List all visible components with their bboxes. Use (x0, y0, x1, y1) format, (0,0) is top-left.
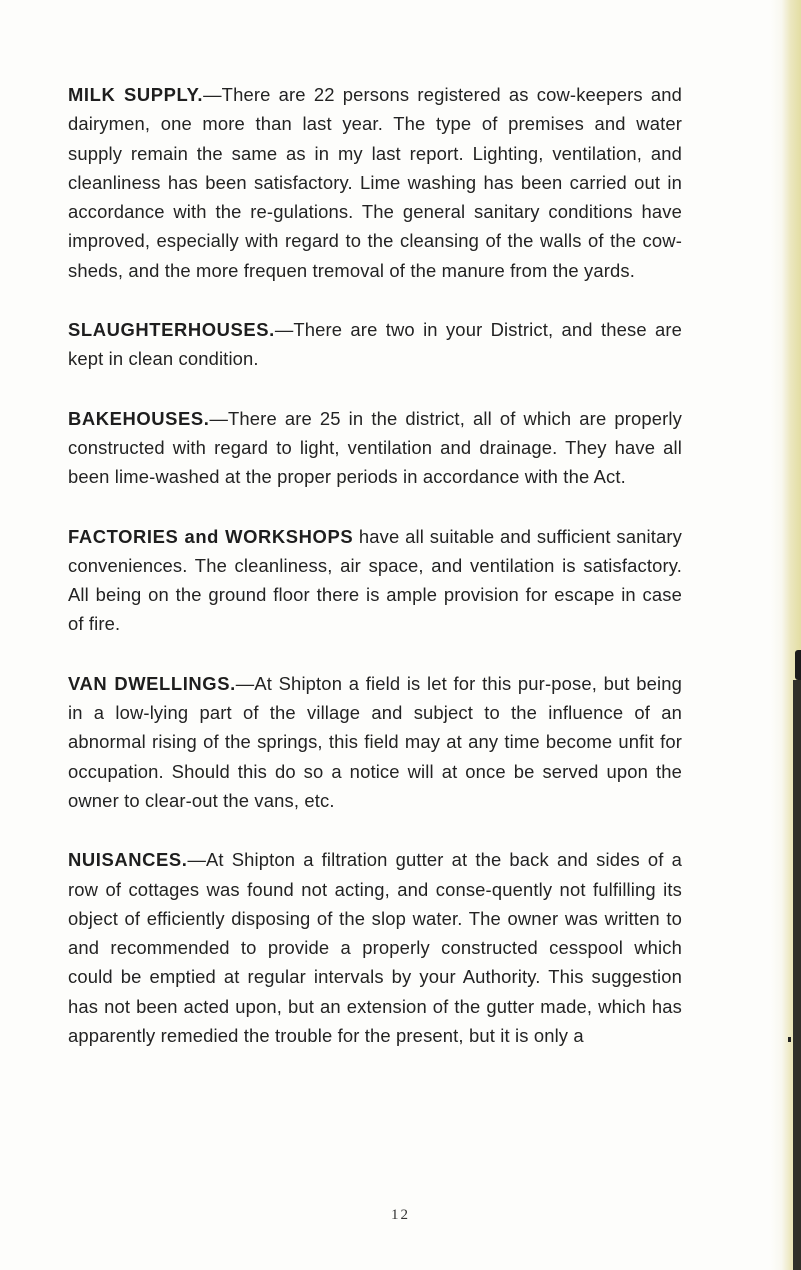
slaughterhouses-paragraph (68, 315, 682, 374)
page-edge-shadow (795, 650, 801, 680)
slaughterhouses-heading: SLAUGHTERHOUSES. (68, 319, 275, 341)
van-dwellings-paragraph (68, 669, 682, 815)
nuisances-paragraph (68, 845, 682, 1050)
bakehouses-heading: BAKEHOUSES. (68, 407, 210, 429)
van-dwellings-heading: VAN DWELLINGS. (68, 672, 236, 694)
bakehouses-paragraph (68, 404, 682, 492)
page-number: 12 (391, 1207, 410, 1223)
bakehouses-text: —There are 25 in the district, all of which are properly constructed with regard to light, ventilation and drainage. They have all been lime-washed at the proper periods in accordance with the Act. (68, 407, 682, 488)
van-dwellings-text: —At Shipton a field is let for this pur-pose, but being in a low-lying part of the village and subject to the influence of an abnormal rising of the springs, this field may at any time become unfit for occupation. Should this do so a notice will at once be served upon the owner to clear-out the vans, etc. (68, 672, 682, 811)
milk-supply-paragraph (68, 80, 682, 285)
page-edge-mark (788, 1037, 791, 1042)
document-body (68, 80, 682, 1050)
nuisances-text: —At Shipton a filtration gutter at the back and sides of a row of cottages was found not acting, and conse-quently not fulfilling its object of efficiently disposing of the slop water. The owner was written to and recommended to provide a properly constructed cesspool which could be emptied at regular intervals by your Authority. This suggestion has not been acted upon, but an extension of the gutter made, which has apparently remedied the trouble for the present, but it is only a (68, 849, 682, 1047)
factories-workshops-paragraph (68, 522, 682, 639)
factories-workshops-heading: FACTORIES and WORKSHOPS (68, 525, 354, 547)
factories-workshops-text: have all suitable and sufficient sanitary conveniences. The cleanliness, air space, and ventilation is satisfactory. All being on the ground floor there is ample provision for escape in case of fire. (68, 525, 682, 635)
milk-supply-text: —There are 22 persons registered as cow-keepers and dairymen, one more than last year. The type of premises and water supply remain the same as in my last report. Lighting, ventilation, and cleanliness has been satisfactory. Lime washing has been carried out in accordance with the re-gulations. The general sanitary conditions have improved, especially with regard to the cleansing of the walls of the cow-sheds, and the more frequen tremoval of the manure from the yards. (68, 84, 682, 281)
page-edge-shadow (793, 680, 801, 1270)
nuisances-heading: NUISANCES. (68, 849, 188, 871)
milk-supply-heading: MILK SUPPLY. (68, 84, 204, 105)
slaughterhouses-text: —There are two in your District, and these are kept in clean condition. (68, 319, 682, 370)
